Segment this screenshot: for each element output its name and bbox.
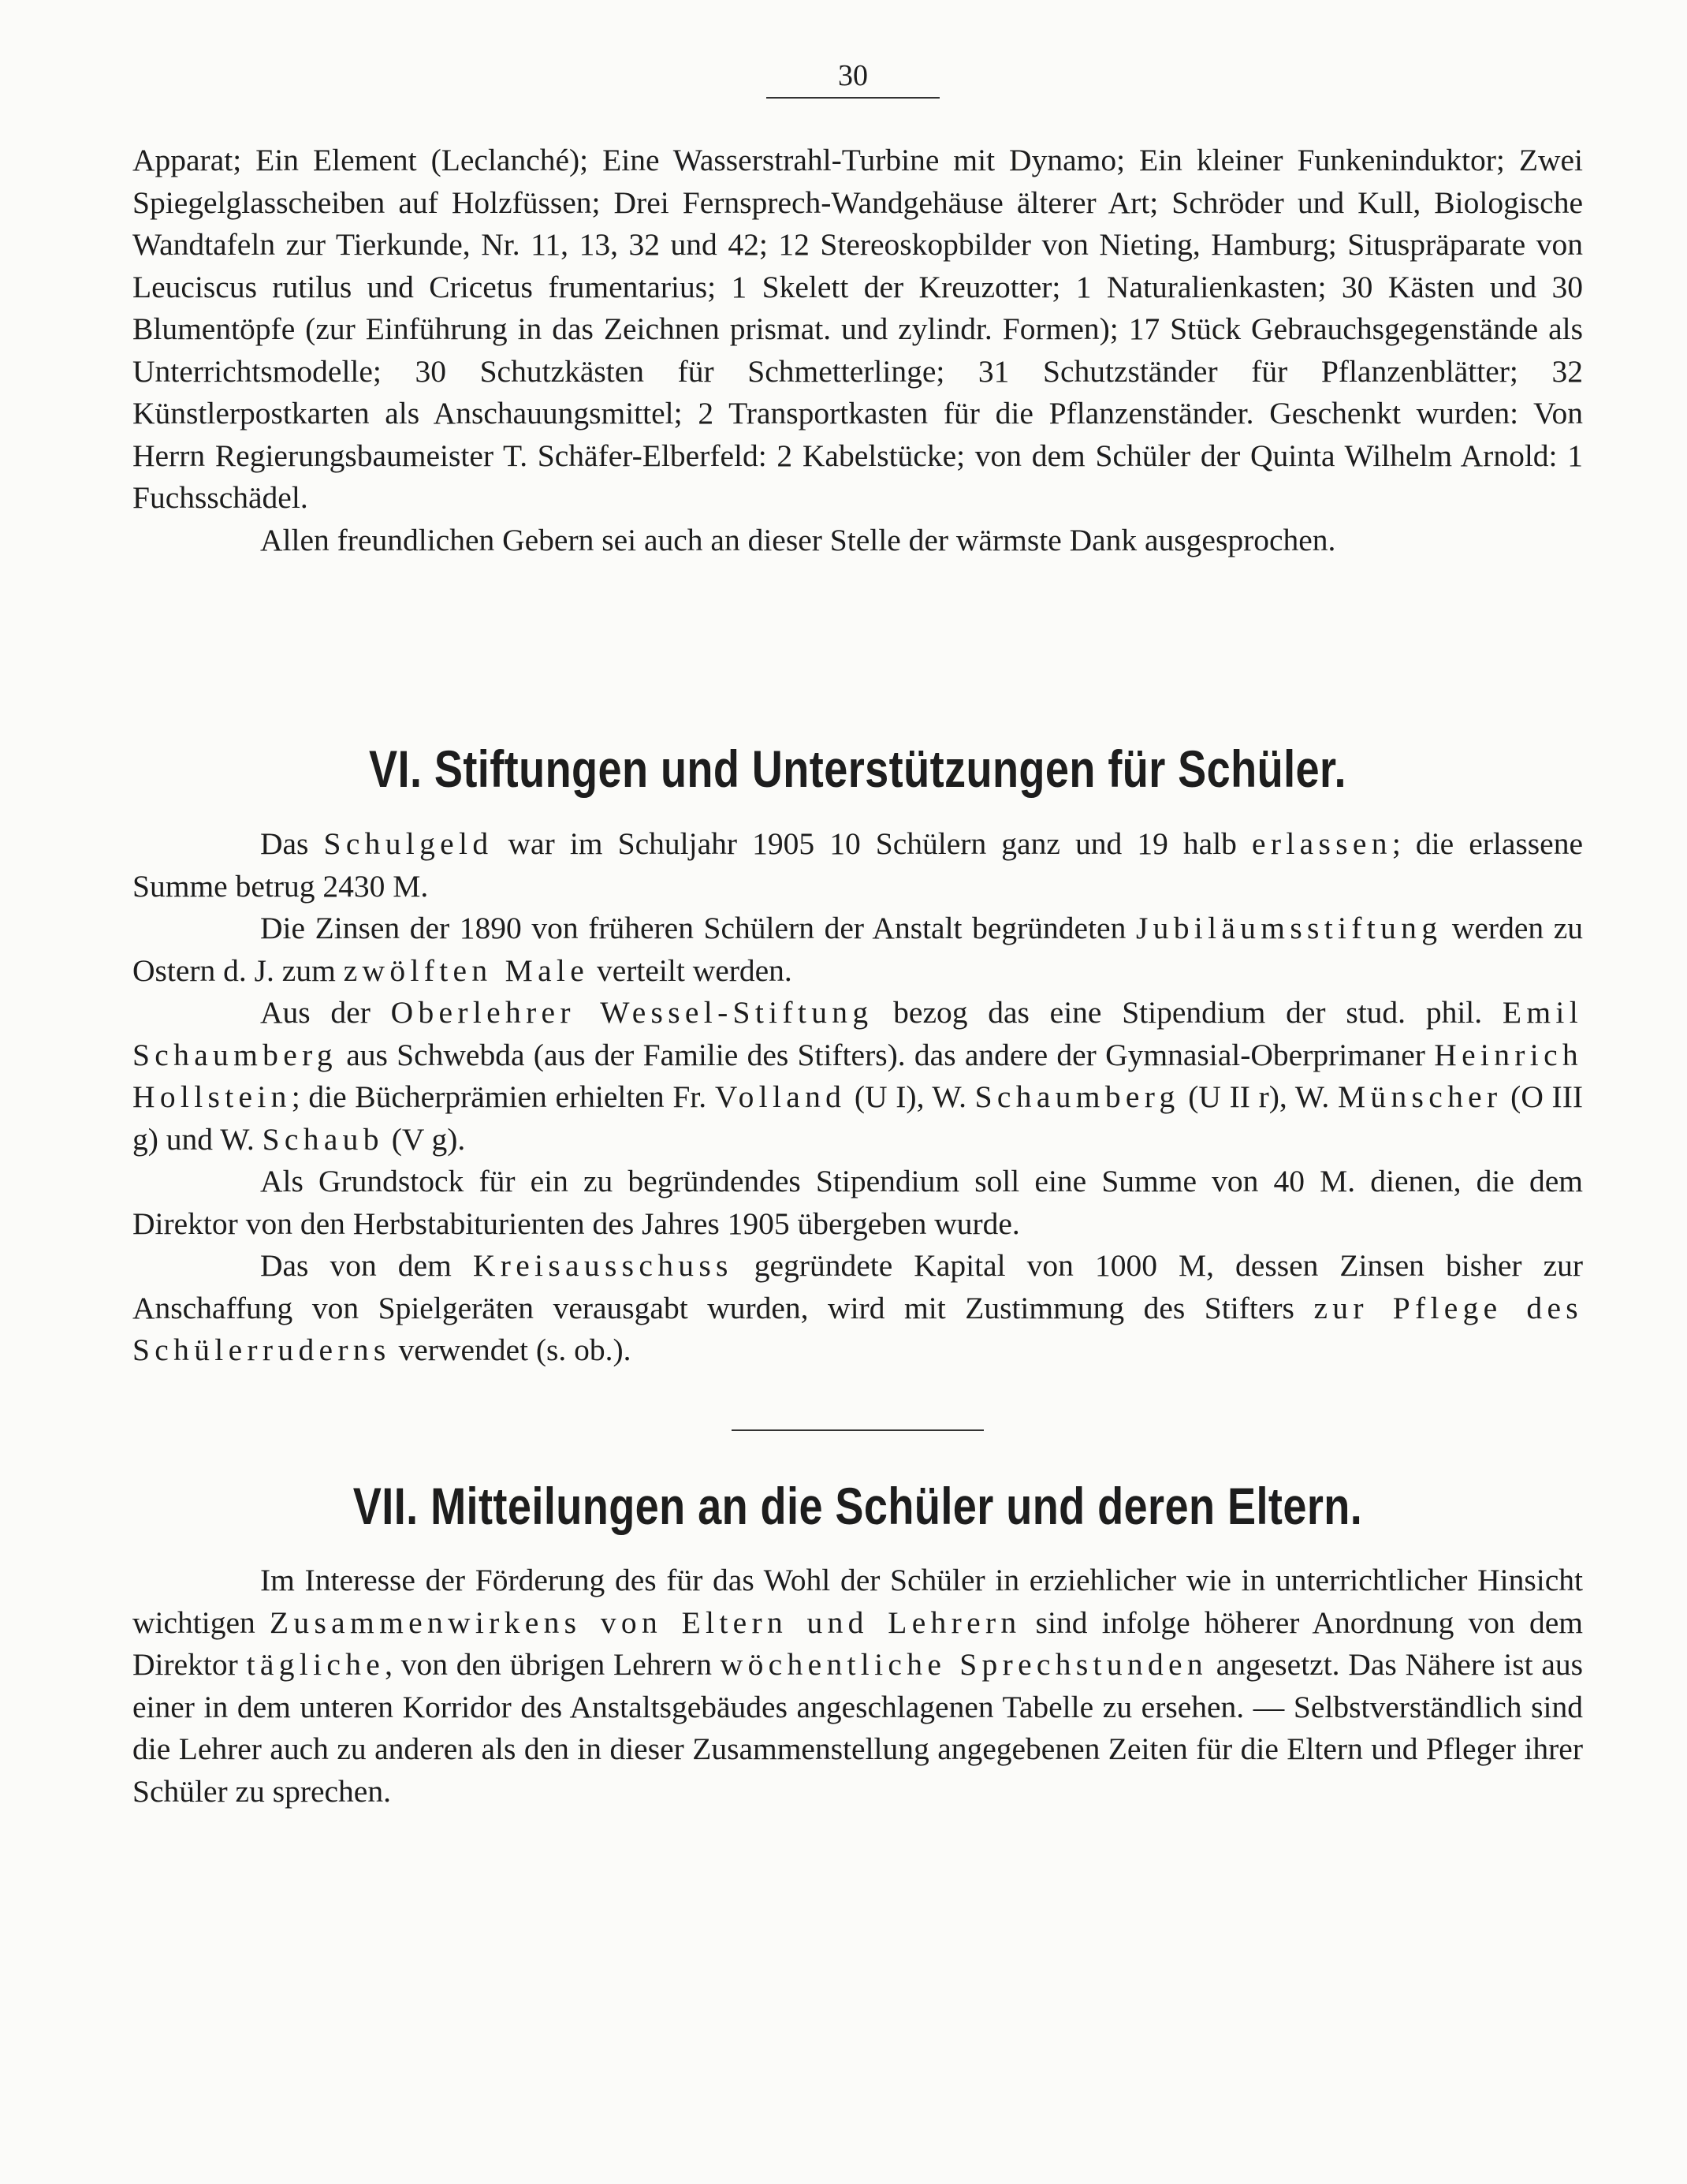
intro-paragraph-1: Apparat; Ein Element (Leclanché); Eine Wasserstrahl-Turbine mit Dynamo; Ein kleiner Funkeninduktor; Zwei Spiegelglasscheiben auf Holzfüssen; Drei Fernsprech-Wandgehäuse älterer Art; Schröder und Kull, Biologische Wandtafeln zur Tierkunde, Nr. 11, 13, 32 und 42; 12 Stereoskopbilder von Nieting, Hamburg; Situspräparate von Leuciscus rutilus und Cricetus frumentarius; 1 Skelett der Kreuzotter; 1 Naturalienkasten; 30 Kästen und 30 Blumentöpfe (zur Einführung in das Zeichnen prismat. und zylindr. Formen); 17 Stück Gebrauchsgegenstände als Unterrichtsmodelle; 30 Schutzkästen für Schmetterlinge; 31 Schutzständer für Pflanzenblätter; 32 Künstlerpostkarten als Anschauungsmittel; 2 Transportkasten für die Pflanzenständer. Geschenkt wurden: Von Herrn Regierungsbaumeister T. Schäfer-Elberfeld: 2 Kabelstücke; von dem Schüler der Quinta Wilhelm Arnold: 1 Fuchsschädel.: [132, 143, 1583, 515]
spaced-text: Jubiläumsstiftung: [1135, 911, 1443, 945]
spaced-text: tägliche: [246, 1647, 385, 1682]
section-6-paragraph-4: Als Grundstock für ein zu begründendes Stipendium soll eine Summe von 40 M. dienen, die dem Direktor von den Herbstabiturienten des Jahres 1905 übergeben wurde.: [132, 1164, 1583, 1241]
text: Aus der: [260, 995, 391, 1030]
section-6-paragraph-5: [132, 1245, 1583, 1372]
spaced-text: Zusammenwirkens von Eltern und Lehrern: [269, 1604, 1022, 1640]
text: Im Interesse der Förderung des für das Wohl der Schüler in erziehlicher wie in unterrichtlicher Hinsicht wichtigen: [132, 1563, 1583, 1640]
text: (U I), W.: [846, 1079, 975, 1114]
text: ; die erlassene Summe betrug 2430 M.: [132, 826, 1583, 904]
intro-block: [132, 140, 1583, 561]
section-6-paragraph-1: [132, 823, 1583, 908]
text: verteilt werden.: [589, 952, 792, 988]
text: (O III g) und W.: [132, 1079, 1583, 1157]
spaced-text: Kreisausschuss: [472, 1248, 733, 1283]
spaced-text: Oberlehrer Wessel-Stiftung: [390, 995, 873, 1030]
spaced-text: Volland: [714, 1079, 847, 1114]
text: sind infolge höherer Anordnung von dem Direktor: [132, 1604, 1584, 1682]
text: (U II r), W.: [1179, 1079, 1338, 1114]
spaced-text: Schulgeld: [323, 826, 493, 861]
text: werden zu Ostern d. J. zum: [132, 911, 1583, 988]
text: , von den übrigen Lehrern: [385, 1647, 721, 1682]
spaced-text: Schaumberg: [974, 1079, 1180, 1114]
section-6-paragraph-2: [132, 908, 1583, 992]
section-divider: [732, 1429, 984, 1431]
text: war im Schuljahr 1905 10 Schülern ganz und 19 halb: [493, 826, 1253, 861]
section-6-paragraph-3: [132, 992, 1583, 1161]
spaced-text: Münscher: [1337, 1079, 1503, 1114]
text: ; die Bücherprämien erhielten Fr.: [291, 1079, 715, 1114]
section-7-body: [132, 1560, 1583, 1813]
text: bezog das eine Stipendium der stud. phil.: [873, 995, 1503, 1030]
text: verwendet (s. ob.).: [390, 1332, 631, 1367]
text: Die Zinsen der 1890 von früheren Schülern der Anstalt begründeten: [260, 911, 1136, 945]
section-6-heading: VI. Stiftungen und Unterstützungen für Schüler.: [369, 740, 1346, 798]
page-number: 30: [838, 59, 868, 92]
spaced-text: wöchentliche Sprechstunden: [720, 1647, 1208, 1682]
header-rule: [766, 97, 940, 99]
section-7-paragraph-1: [132, 1560, 1583, 1813]
spaced-text: erlassen: [1252, 826, 1392, 861]
section-6-body: [132, 823, 1583, 1372]
text: gegründete Kapital von 1000 M, dessen Zinsen bisher zur Anschaffung von Spielgeräten verausgabt wurden, wird mit Zustimmung des Stifters: [132, 1248, 1584, 1325]
text: angesetzt. Das Nähere ist aus einer in dem unteren Korridor des Anstaltsgebäudes angeschlagenen Tabelle zu ersehen. — Selbstverständlich sind die Lehrer auch zu anderen als den in dieser Zusammenstellung angegebenen Zeiten für die Eltern und Pfleger ihrer Schüler zu sprechen.: [132, 1647, 1583, 1809]
spaced-text: Emil Schaumberg: [132, 995, 1583, 1072]
text: (V g).: [383, 1121, 466, 1157]
spaced-text: zur Pflege des Schülerruderns: [132, 1290, 1583, 1367]
text: Das von dem: [260, 1248, 473, 1283]
spaced-text: zwölften Male: [343, 952, 590, 988]
spaced-text: Schaub: [262, 1121, 384, 1157]
intro-paragraph-2: Allen freundlichen Gebern sei auch an dieser Stelle der wärmste Dank ausgesprochen.: [260, 522, 1336, 557]
text: Das: [260, 826, 324, 861]
section-7-heading: VII. Mitteilungen an die Schüler und deren Eltern.: [352, 1477, 1363, 1535]
spaced-text: Heinrich Hollstein: [132, 1037, 1583, 1114]
text: aus Schwebda (aus der Familie des Stifters). das andere der Gymnasial-Oberprimaner: [337, 1037, 1435, 1072]
